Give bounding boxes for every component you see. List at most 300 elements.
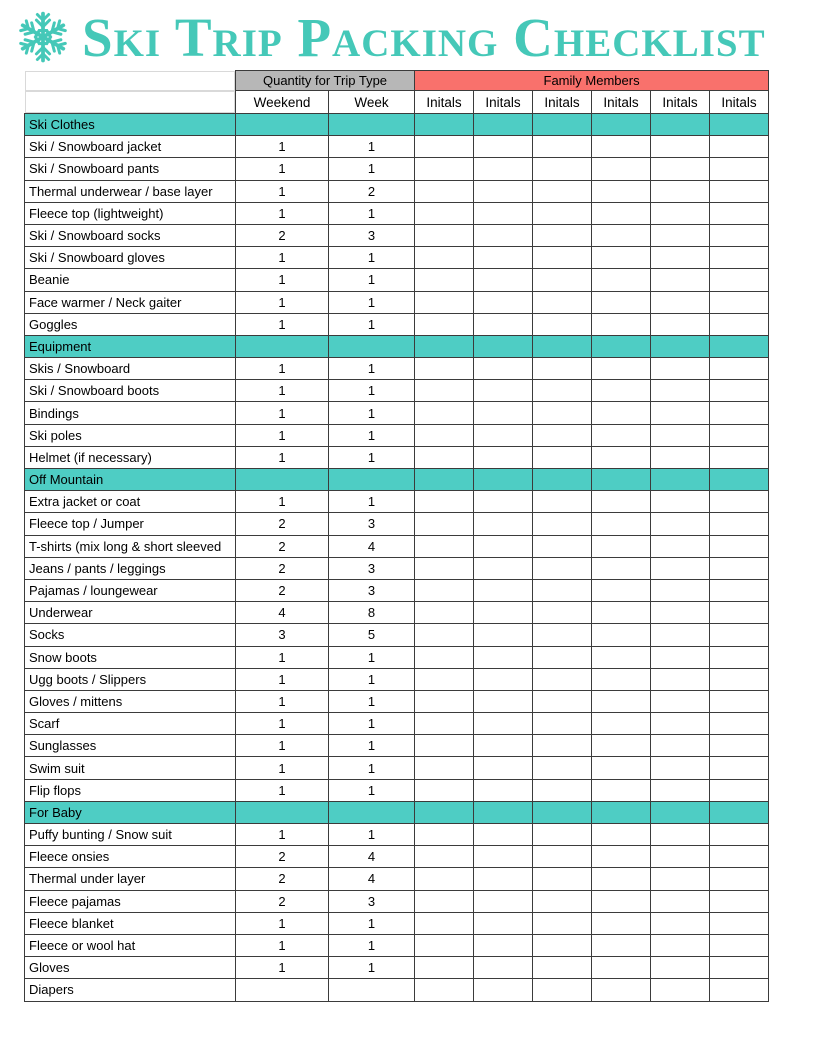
item-name-cell: Fleece onsies (25, 846, 236, 868)
initials-entry-cell (533, 624, 592, 646)
initials-entry-cell (592, 668, 651, 690)
week-quantity-cell: 1 (329, 668, 415, 690)
weekend-quantity-cell: 2 (236, 535, 329, 557)
initials-entry-cell (474, 180, 533, 202)
initials-entry-cell (592, 602, 651, 624)
initials-entry-cell (651, 824, 710, 846)
initials-entry-cell (474, 735, 533, 757)
item-name-cell: Skis / Snowboard (25, 358, 236, 380)
initials-entry-cell (592, 779, 651, 801)
section-empty-cell (710, 469, 769, 491)
quantity-group-header: Quantity for Trip Type (236, 71, 415, 91)
initials-entry-cell (710, 690, 769, 712)
week-quantity-cell (329, 979, 415, 1001)
item-row (25, 136, 769, 158)
initials-entry-cell (710, 779, 769, 801)
initials-entry-cell (710, 890, 769, 912)
weekend-quantity-cell: 1 (236, 912, 329, 934)
week-quantity-cell: 1 (329, 313, 415, 335)
initials-entry-cell (474, 158, 533, 180)
initials-entry-cell (592, 424, 651, 446)
initials-entry-cell (474, 934, 533, 956)
initials-entry-cell (415, 890, 474, 912)
initials-entry-cell (474, 646, 533, 668)
initials-entry-cell (710, 313, 769, 335)
initials-entry-cell (651, 446, 710, 468)
initials-entry-cell (710, 402, 769, 424)
initials-entry-cell (651, 934, 710, 956)
item-name-cell: Gloves (25, 957, 236, 979)
initials-entry-cell (592, 579, 651, 601)
week-quantity-cell: 1 (329, 957, 415, 979)
item-row (25, 757, 769, 779)
item-row (25, 424, 769, 446)
initials-entry-cell (474, 446, 533, 468)
week-quantity-cell: 8 (329, 602, 415, 624)
item-name-cell: Socks (25, 624, 236, 646)
weekend-quantity-cell: 1 (236, 690, 329, 712)
section-empty-cell (710, 335, 769, 357)
initials-entry-cell (651, 668, 710, 690)
initials-entry-cell (651, 646, 710, 668)
initials-entry-cell (474, 579, 533, 601)
section-empty-cell (415, 469, 474, 491)
item-row (25, 668, 769, 690)
initials-entry-cell (533, 690, 592, 712)
initials-entry-cell (415, 602, 474, 624)
initials-entry-cell (533, 136, 592, 158)
item-name-cell: Thermal under layer (25, 868, 236, 890)
initials-entry-cell (651, 136, 710, 158)
weekend-quantity-cell: 1 (236, 779, 329, 801)
section-empty-cell (474, 469, 533, 491)
initials-entry-cell (474, 402, 533, 424)
item-name-cell: Face warmer / Neck gaiter (25, 291, 236, 313)
initials-entry-cell (710, 646, 769, 668)
item-name-cell: Extra jacket or coat (25, 491, 236, 513)
week-quantity-cell: 1 (329, 247, 415, 269)
weekend-quantity-cell: 1 (236, 358, 329, 380)
initials-entry-cell (592, 380, 651, 402)
initials-entry-cell (474, 979, 533, 1001)
item-name-cell: Ski / Snowboard jacket (25, 136, 236, 158)
item-name-cell: Pajamas / loungewear (25, 579, 236, 601)
week-quantity-cell: 1 (329, 912, 415, 934)
week-quantity-cell: 1 (329, 402, 415, 424)
initials-column-header: Initals (533, 91, 592, 114)
weekend-quantity-cell: 1 (236, 136, 329, 158)
section-empty-cell (651, 335, 710, 357)
week-quantity-cell: 4 (329, 846, 415, 868)
initials-entry-cell (651, 846, 710, 868)
initials-entry-cell (533, 824, 592, 846)
initials-entry-cell (592, 868, 651, 890)
initials-entry-cell (474, 846, 533, 868)
initials-entry-cell (474, 824, 533, 846)
initials-entry-cell (592, 313, 651, 335)
weekend-quantity-cell: 1 (236, 158, 329, 180)
initials-entry-cell (533, 380, 592, 402)
initials-entry-cell (415, 579, 474, 601)
initials-entry-cell (415, 646, 474, 668)
initials-column-header: Initals (415, 91, 474, 114)
initials-entry-cell (533, 890, 592, 912)
item-name-cell: Fleece top / Jumper (25, 513, 236, 535)
initials-entry-cell (415, 557, 474, 579)
initials-entry-cell (710, 202, 769, 224)
weekend-quantity-cell: 1 (236, 269, 329, 291)
item-name-cell: Fleece top (lightweight) (25, 202, 236, 224)
section-empty-cell (592, 114, 651, 136)
initials-entry-cell (592, 402, 651, 424)
initials-entry-cell (592, 934, 651, 956)
section-empty-cell (236, 469, 329, 491)
item-row (25, 247, 769, 269)
initials-entry-cell (533, 491, 592, 513)
initials-entry-cell (474, 957, 533, 979)
section-empty-cell (592, 469, 651, 491)
initials-entry-cell (533, 713, 592, 735)
section-empty-cell (329, 114, 415, 136)
item-row (25, 535, 769, 557)
packing-checklist-table (24, 70, 769, 1002)
weekend-quantity-cell: 2 (236, 868, 329, 890)
initials-entry-cell (651, 602, 710, 624)
initials-entry-cell (533, 602, 592, 624)
section-header-row (25, 801, 769, 823)
initials-entry-cell (592, 846, 651, 868)
weekend-quantity-cell: 1 (236, 934, 329, 956)
initials-entry-cell (651, 224, 710, 246)
item-name-cell: Ski / Snowboard boots (25, 380, 236, 402)
item-name-cell: Ski poles (25, 424, 236, 446)
item-row (25, 912, 769, 934)
initials-entry-cell (592, 202, 651, 224)
initials-entry-cell (474, 890, 533, 912)
initials-entry-cell (592, 757, 651, 779)
item-name-cell: T-shirts (mix long & short sleeved (25, 535, 236, 557)
initials-entry-cell (651, 757, 710, 779)
initials-entry-cell (474, 424, 533, 446)
weekend-quantity-cell: 1 (236, 313, 329, 335)
initials-entry-cell (533, 668, 592, 690)
week-quantity-cell: 1 (329, 646, 415, 668)
page-title: Ski Trip Packing Checklist (82, 6, 766, 68)
item-row (25, 713, 769, 735)
section-header-row (25, 114, 769, 136)
item-row (25, 269, 769, 291)
initials-entry-cell (474, 557, 533, 579)
item-row (25, 291, 769, 313)
initials-entry-cell (592, 224, 651, 246)
initials-entry-cell (651, 979, 710, 1001)
initials-entry-cell (592, 646, 651, 668)
initials-entry-cell (415, 380, 474, 402)
initials-entry-cell (592, 269, 651, 291)
initials-entry-cell (533, 446, 592, 468)
week-quantity-cell: 3 (329, 513, 415, 535)
section-empty-cell (474, 114, 533, 136)
week-quantity-cell: 1 (329, 735, 415, 757)
initials-entry-cell (415, 402, 474, 424)
initials-entry-cell (415, 934, 474, 956)
section-header-row (25, 469, 769, 491)
item-row (25, 402, 769, 424)
initials-entry-cell (474, 757, 533, 779)
initials-entry-cell (474, 690, 533, 712)
weekend-quantity-cell: 1 (236, 713, 329, 735)
weekend-quantity-cell: 2 (236, 890, 329, 912)
week-quantity-cell: 3 (329, 890, 415, 912)
initials-entry-cell (592, 446, 651, 468)
weekend-quantity-cell: 1 (236, 402, 329, 424)
weekend-quantity-cell: 2 (236, 224, 329, 246)
section-title-cell: Ski Clothes (25, 114, 236, 136)
initials-entry-cell (651, 579, 710, 601)
initials-entry-cell (474, 380, 533, 402)
initials-entry-cell (710, 602, 769, 624)
item-name-cell: Ski / Snowboard socks (25, 224, 236, 246)
initials-entry-cell (533, 402, 592, 424)
initials-entry-cell (415, 779, 474, 801)
initials-entry-cell (533, 202, 592, 224)
initials-entry-cell (533, 846, 592, 868)
week-column-header: Week (329, 91, 415, 114)
initials-entry-cell (415, 713, 474, 735)
item-row (25, 602, 769, 624)
initials-entry-cell (533, 247, 592, 269)
section-empty-cell (236, 114, 329, 136)
initials-entry-cell (533, 979, 592, 1001)
initials-entry-cell (474, 491, 533, 513)
initials-entry-cell (474, 602, 533, 624)
weekend-quantity-cell: 1 (236, 446, 329, 468)
weekend-quantity-cell: 1 (236, 291, 329, 313)
initials-entry-cell (474, 868, 533, 890)
section-empty-cell (236, 801, 329, 823)
initials-entry-cell (533, 735, 592, 757)
initials-entry-cell (415, 535, 474, 557)
initials-entry-cell (710, 136, 769, 158)
initials-entry-cell (710, 446, 769, 468)
initials-entry-cell (651, 868, 710, 890)
item-name-cell: Ugg boots / Slippers (25, 668, 236, 690)
week-quantity-cell: 1 (329, 136, 415, 158)
item-name-cell: Beanie (25, 269, 236, 291)
initials-entry-cell (710, 380, 769, 402)
initials-entry-cell (533, 934, 592, 956)
initials-entry-cell (533, 779, 592, 801)
initials-entry-cell (533, 646, 592, 668)
weekend-quantity-cell: 1 (236, 668, 329, 690)
item-row (25, 491, 769, 513)
initials-entry-cell (474, 224, 533, 246)
weekend-quantity-cell: 3 (236, 624, 329, 646)
initials-entry-cell (474, 713, 533, 735)
initials-entry-cell (710, 535, 769, 557)
item-name-cell: Flip flops (25, 779, 236, 801)
initials-entry-cell (415, 247, 474, 269)
week-quantity-cell: 1 (329, 269, 415, 291)
initials-entry-cell (474, 779, 533, 801)
initials-entry-cell (710, 291, 769, 313)
initials-entry-cell (415, 180, 474, 202)
initials-entry-cell (710, 868, 769, 890)
initials-entry-cell (710, 846, 769, 868)
item-name-cell: Scarf (25, 713, 236, 735)
initials-entry-cell (592, 513, 651, 535)
initials-entry-cell (651, 158, 710, 180)
initials-entry-cell (592, 136, 651, 158)
initials-entry-cell (710, 668, 769, 690)
item-name-cell: Ski / Snowboard pants (25, 158, 236, 180)
initials-entry-cell (415, 979, 474, 1001)
item-row (25, 313, 769, 335)
initials-entry-cell (474, 513, 533, 535)
week-quantity-cell: 2 (329, 180, 415, 202)
initials-entry-cell (533, 424, 592, 446)
weekend-quantity-cell: 2 (236, 579, 329, 601)
initials-entry-cell (651, 269, 710, 291)
weekend-quantity-cell: 1 (236, 424, 329, 446)
section-title-cell: Equipment (25, 335, 236, 357)
initials-entry-cell (592, 735, 651, 757)
section-empty-cell (533, 335, 592, 357)
section-empty-cell (415, 335, 474, 357)
week-quantity-cell: 1 (329, 202, 415, 224)
section-empty-cell (592, 335, 651, 357)
section-title-cell: Off Mountain (25, 469, 236, 491)
section-empty-cell (651, 114, 710, 136)
initials-entry-cell (592, 824, 651, 846)
initials-entry-cell (592, 912, 651, 934)
initials-entry-cell (710, 491, 769, 513)
initials-entry-cell (710, 180, 769, 202)
weekend-quantity-cell: 1 (236, 646, 329, 668)
initials-entry-cell (533, 358, 592, 380)
item-row (25, 224, 769, 246)
initials-entry-cell (651, 180, 710, 202)
weekend-quantity-cell: 1 (236, 491, 329, 513)
initials-entry-cell (533, 158, 592, 180)
section-empty-cell (710, 114, 769, 136)
initials-entry-cell (592, 247, 651, 269)
initials-entry-cell (592, 957, 651, 979)
initials-entry-cell (474, 291, 533, 313)
week-quantity-cell: 3 (329, 224, 415, 246)
item-row (25, 979, 769, 1001)
document-header (0, 0, 816, 70)
initials-entry-cell (710, 934, 769, 956)
item-row (25, 824, 769, 846)
item-row (25, 158, 769, 180)
item-row (25, 646, 769, 668)
initials-entry-cell (533, 579, 592, 601)
item-name-cell: Ski / Snowboard gloves (25, 247, 236, 269)
initials-entry-cell (592, 158, 651, 180)
initials-entry-cell (651, 513, 710, 535)
section-empty-cell (415, 114, 474, 136)
initials-entry-cell (710, 269, 769, 291)
item-name-cell: Thermal underwear / base layer (25, 180, 236, 202)
weekend-quantity-cell: 1 (236, 380, 329, 402)
initials-entry-cell (533, 313, 592, 335)
initials-entry-cell (710, 624, 769, 646)
week-quantity-cell: 1 (329, 424, 415, 446)
initials-entry-cell (651, 424, 710, 446)
initials-entry-cell (415, 757, 474, 779)
week-quantity-cell: 1 (329, 291, 415, 313)
week-quantity-cell: 1 (329, 158, 415, 180)
initials-entry-cell (651, 313, 710, 335)
item-name-cell: Snow boots (25, 646, 236, 668)
initials-entry-cell (651, 557, 710, 579)
weekend-quantity-cell: 1 (236, 735, 329, 757)
initials-entry-cell (415, 735, 474, 757)
item-row (25, 446, 769, 468)
column-header-row (25, 91, 769, 114)
initials-entry-cell (710, 358, 769, 380)
initials-column-header: Initals (592, 91, 651, 114)
initials-entry-cell (710, 557, 769, 579)
item-row (25, 779, 769, 801)
item-name-cell: Jeans / pants / leggings (25, 557, 236, 579)
item-name-cell: Fleece pajamas (25, 890, 236, 912)
week-quantity-cell: 1 (329, 358, 415, 380)
initials-entry-cell (651, 247, 710, 269)
section-empty-cell (651, 801, 710, 823)
initials-entry-cell (415, 291, 474, 313)
initials-entry-cell (415, 868, 474, 890)
blank-header-cell (25, 71, 236, 91)
week-quantity-cell: 1 (329, 824, 415, 846)
week-quantity-cell: 1 (329, 779, 415, 801)
initials-entry-cell (592, 624, 651, 646)
weekend-quantity-cell: 1 (236, 202, 329, 224)
table-body (25, 114, 769, 1002)
initials-entry-cell (415, 957, 474, 979)
item-name-cell: Sunglasses (25, 735, 236, 757)
initials-entry-cell (651, 779, 710, 801)
item-row (25, 513, 769, 535)
week-quantity-cell: 1 (329, 713, 415, 735)
item-name-cell: Swim suit (25, 757, 236, 779)
weekend-quantity-cell: 4 (236, 602, 329, 624)
section-empty-cell (329, 801, 415, 823)
section-empty-cell (592, 801, 651, 823)
weekend-quantity-cell: 1 (236, 180, 329, 202)
initials-entry-cell (474, 313, 533, 335)
initials-entry-cell (651, 912, 710, 934)
weekend-quantity-cell: 2 (236, 846, 329, 868)
initials-entry-cell (710, 979, 769, 1001)
initials-entry-cell (651, 735, 710, 757)
initials-entry-cell (710, 158, 769, 180)
initials-entry-cell (592, 979, 651, 1001)
initials-entry-cell (592, 557, 651, 579)
initials-entry-cell (592, 358, 651, 380)
section-title-cell: For Baby (25, 801, 236, 823)
initials-entry-cell (710, 824, 769, 846)
item-name-cell: Fleece or wool hat (25, 934, 236, 956)
initials-entry-cell (710, 247, 769, 269)
week-quantity-cell: 4 (329, 868, 415, 890)
item-row (25, 579, 769, 601)
initials-entry-cell (474, 269, 533, 291)
initials-entry-cell (533, 269, 592, 291)
initials-entry-cell (415, 136, 474, 158)
initials-entry-cell (474, 247, 533, 269)
